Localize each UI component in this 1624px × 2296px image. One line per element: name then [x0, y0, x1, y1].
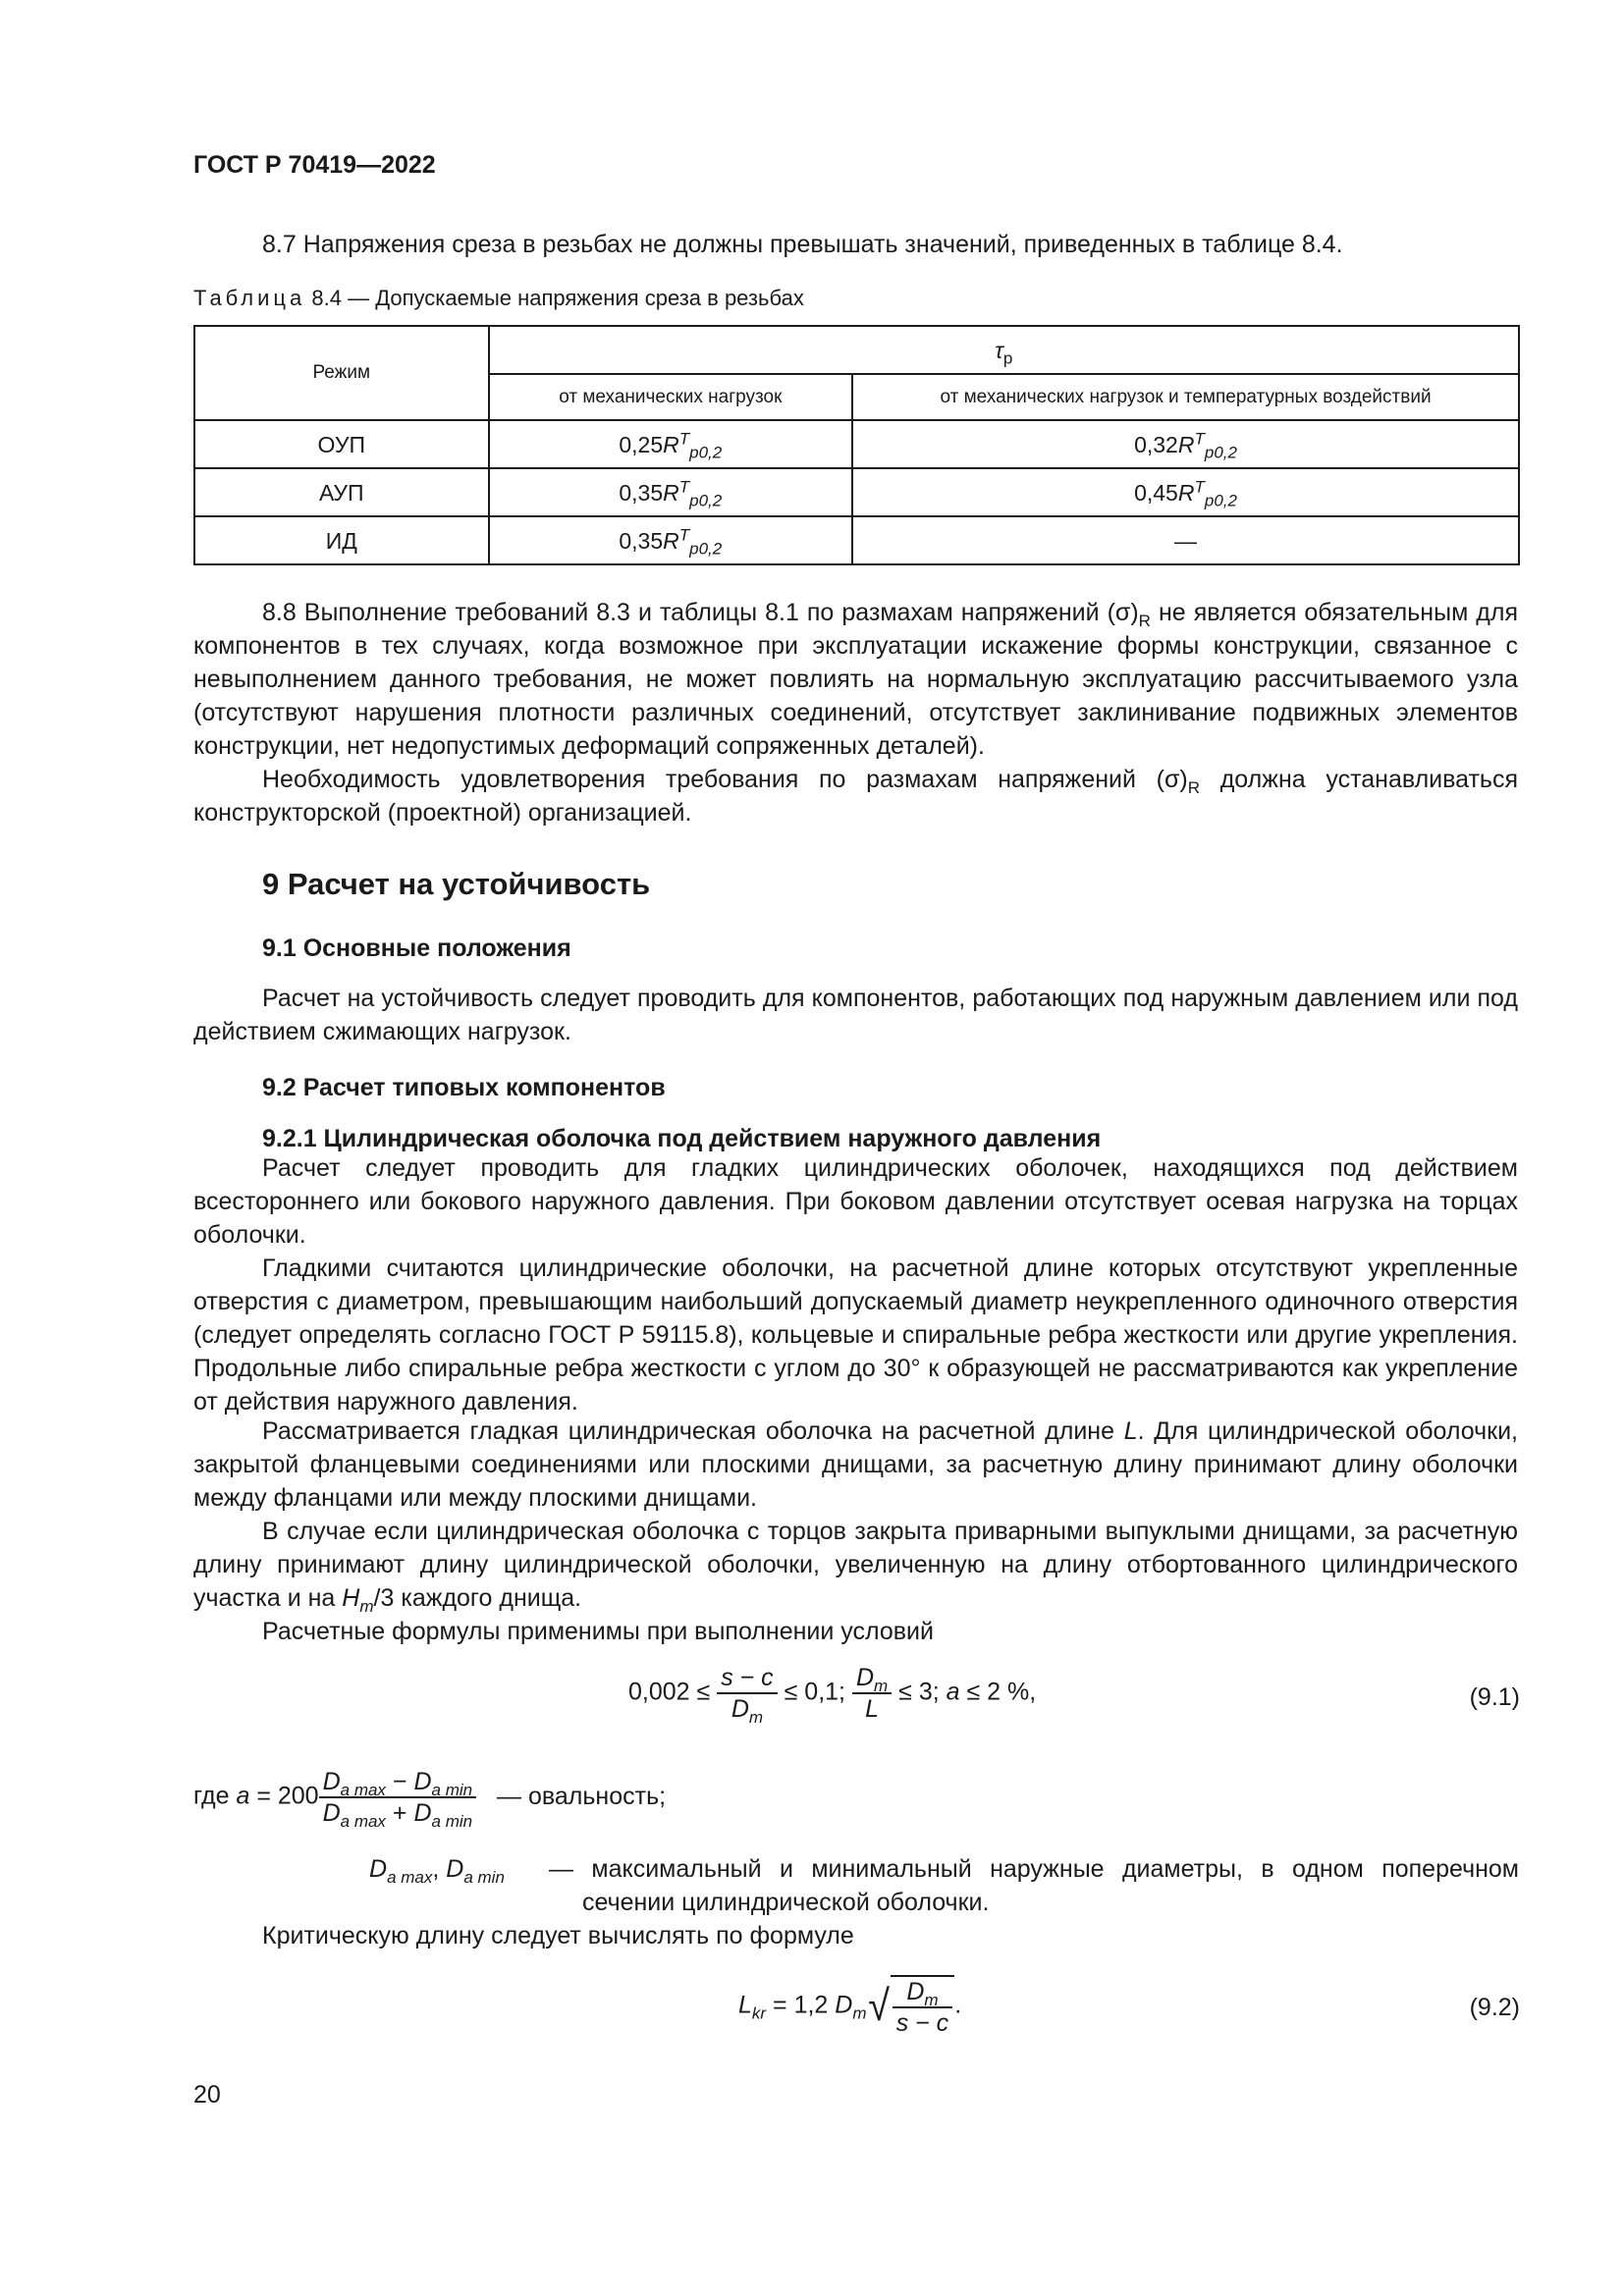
fraction: $\frac{D_{a max} - D_{a min}}{D_{a max} + D_{a min}}$	[319, 1767, 477, 1828]
mech-cell: $0,25R^T_{p0,2}$	[489, 420, 853, 468]
mech-temp-cell: $0,45R^T_{p0,2}$	[852, 468, 1519, 516]
fraction: $\frac{s - c}{D_m}$	[717, 1663, 778, 1724]
table-caption-word: Таблица	[193, 286, 306, 310]
paragraph-8-8b: Необходимость удовлетворения требования по размахам напряжений $(\sigma)_R$ должна устанавливаться конструкторской (проектной) организацией.	[193, 766, 1518, 827]
equation-9-1	[193, 1659, 1520, 1741]
paragraph-8-8: 8.8 Выполнение требований 8.3 и таблицы 8.1 по размахам напряжений $(\sigma)_R$ не является обязательным для компонентов в тех случаях, когда возможное при эксплуатации искажение формы конструкции, связанное с невыполнением данного требования, не может повлиять на нормальную эксплуатацию рассчитываемого узла (отсутствуют нарушения плотности различных соединений, отсутствует заклинивание подвижных элементов конструкции, нет недопустимых деформаций сопряженных деталей).	[193, 599, 1518, 760]
section-9-title: 9 Расчет на устойчивость	[262, 867, 651, 901]
table-caption-rest: 8.4 — Допускаемые напряжения среза в резьбах	[311, 286, 804, 310]
col-mech-temp-header: от механических нагрузок и температурных воздействий	[852, 374, 1519, 420]
section-9-2-1-title: 9.2.1 Цилиндрическая оболочка под действием наружного давления	[262, 1125, 1102, 1152]
mech-temp-cell: —	[852, 516, 1519, 564]
section-9-2-title: 9.2 Расчет типовых компонентов	[262, 1074, 666, 1101]
mech-cell: $0,35R^T_{p0,2}$	[489, 468, 853, 516]
col-mode-header: Режим	[194, 326, 489, 420]
document-header: ГОСТ Р 70419—2022	[193, 151, 436, 179]
mode-cell: ОУП	[194, 420, 489, 468]
mech-temp-cell: $0,32R^T_{p0,2}$	[852, 420, 1519, 468]
table-row	[194, 420, 1519, 468]
definition-diameters-text: — максимальный и минимальный наружные диаметры, в одном поперечном сечении цилиндрической оболочки.	[549, 1855, 1519, 1916]
paragraph-9-2-1a: Расчет следует проводить для гладких цилиндрических оболочек, находящихся под действием всестороннего или бокового наружного давления. При боковом давлении отсутствует осевая нагрузка на торцах оболочки.	[193, 1154, 1518, 1249]
table-row	[194, 516, 1519, 564]
fraction: $\frac{D_m}{s - c}$	[893, 1977, 953, 2038]
equation-9-2	[193, 1971, 1520, 2054]
mode-cell: ИД	[194, 516, 489, 564]
paragraph-conditions: Расчетные формулы применимы при выполнении условий	[262, 1618, 934, 1645]
equation-9-2-body: $L_{kr} = 1,2$ $D_m√$ $\frac{D_m}{s - c}$ .	[738, 1975, 961, 2038]
page-number: 20	[193, 2081, 221, 2109]
definition-diameters-symbol: $D_{a max}$, $D_{a min}$	[369, 1855, 505, 1887]
table-caption	[193, 282, 804, 315]
paragraph-9-2-1c: Рассматривается гладкая цилиндрическая оболочка на расчетной длине L. Для цилиндрической оболочки, закрытой фланцевыми соединениями или плоскими днищами, за расчетную длину принимают длину оболочки между фланцами или между плоскими днищами.	[193, 1417, 1518, 1512]
section-9-1-title: 9.1 Основные положения	[262, 934, 571, 962]
paragraph-8-7: 8.7 Напряжения среза в резьбах не должны превышать значений, приведенных в таблице 8.4.	[262, 231, 1343, 258]
paragraph-9-2-1d: В случае если цилиндрическая оболочка с торцов закрыта приварными выпуклыми днищами, за расчетную длину принимают длину цилиндрической оболочки, увеличенную на длину отбортованного цилиндрического участка и на $H_m/3$ каждого днища.	[193, 1518, 1518, 1616]
tau-header: $\tau_р$	[489, 326, 1519, 374]
definition-ovality: где a = 200 $\frac{D_{a max} - D_{a min}}{D_{a max} + D_{a min}}$ — овальность;	[193, 1768, 667, 1831]
paragraph-9-2-1b: Гладкими считаются цилиндрические оболочки, на расчетной длине которых отсутствуют укрепленные отверстия с диаметром, превышающим наибольший допускаемый диаметр неукрепленного одиночного отверстия (следует определять согласно ГОСТ Р 59115.8), кольцевые и спиральные ребра жесткости или другие укрепления. Продольные либо спиральные ребра жесткости с углом до 30° к образующей не рассматриваются как укрепление от действия наружного давления.	[193, 1255, 1518, 1415]
equation-number: (9.2)	[1469, 1994, 1520, 2021]
paragraph-9-1: Расчет на устойчивость следует проводить для компонентов, работающих под наружным давлением или под действием сжимающих нагрузок.	[193, 985, 1518, 1045]
equation-number: (9.1)	[1469, 1683, 1520, 1711]
fraction: $\frac{D_m}{L}$	[852, 1663, 892, 1724]
paragraph-critical-length: Критическую длину следует вычислять по формуле	[262, 1922, 854, 1949]
square-root: √ $\frac{D_m}{s - c}$	[867, 1975, 955, 2038]
table-row	[194, 468, 1519, 516]
col-mech-header: от механических нагрузок	[489, 374, 853, 420]
equation-9-1-body: 0,002 ≤ $\frac{s - c}{D_m}$ ≤ 0,1; $\frac{D_m}{L}$ ≤ 3; a ≤ 2 %,	[628, 1664, 1037, 1727]
shear-stress-table	[193, 325, 1520, 565]
mode-cell: АУП	[194, 468, 489, 516]
mech-cell: $0,35R^T_{p0,2}$	[489, 516, 853, 564]
